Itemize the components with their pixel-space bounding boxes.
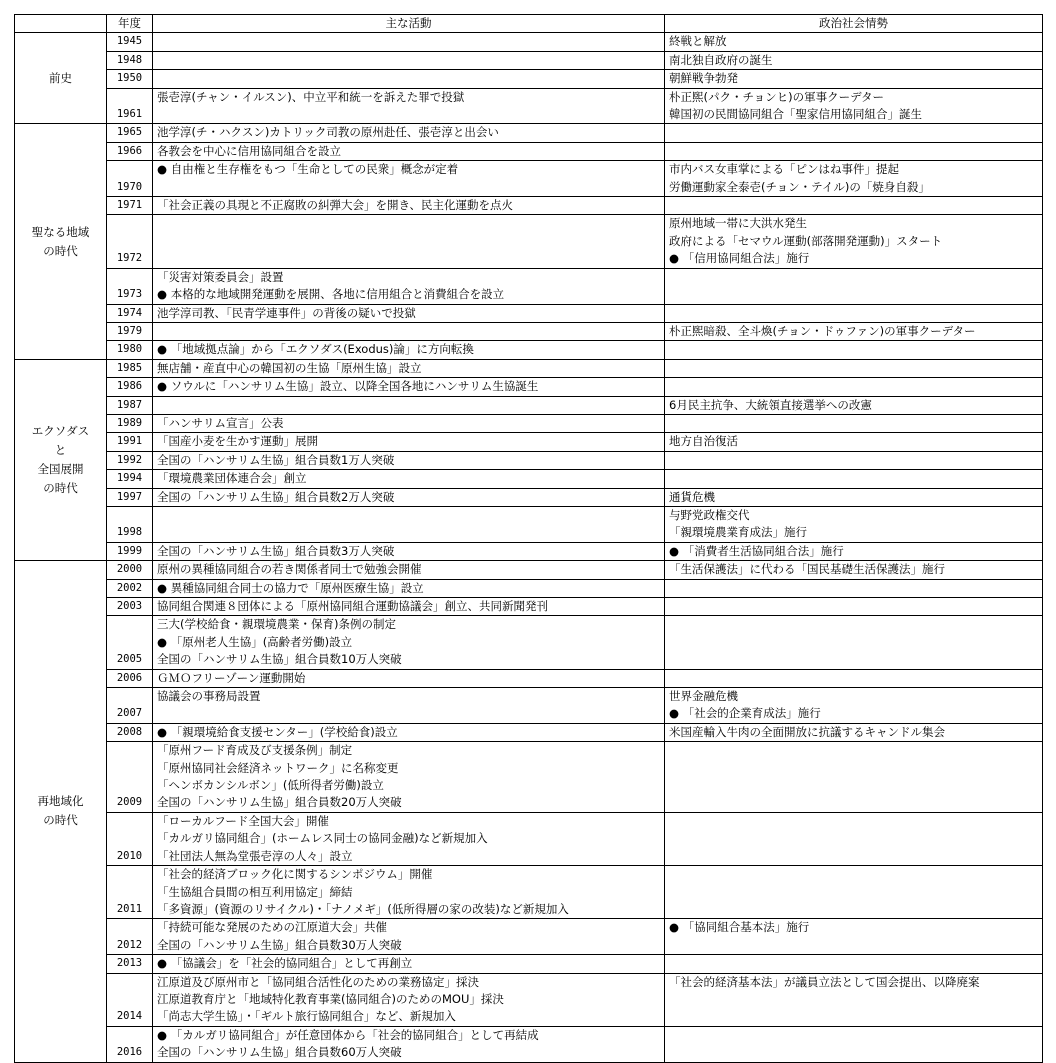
activity-cell <box>153 616 665 669</box>
activity-cell <box>153 341 665 359</box>
politics-cell <box>665 396 1043 414</box>
year-cell: 2003 <box>107 598 153 616</box>
activity-line: ● ソウルに「ハンサリム生協」設立、以降全国各地にハンサリム生協誕生 <box>157 379 539 394</box>
table-row <box>15 955 1043 973</box>
activity-cell <box>153 742 665 813</box>
activity-line: 「社会的経済ブロック化に関するシンポジウム」開催 <box>157 867 433 882</box>
politics-line: 政府による「セマウル運動(部落開発運動)」スタート <box>669 233 943 248</box>
era-label <box>15 561 107 1062</box>
year-cell: 1999 <box>107 542 153 560</box>
activity-line: ● 「原州老人生協」(高齢者労働)設立 <box>157 634 353 649</box>
activity-cell <box>153 723 665 741</box>
politics-line: 「社会的経済基本法」が議員立法として国会提出、以降廃案 <box>669 974 980 989</box>
politics-cell <box>665 973 1043 1026</box>
table-row <box>15 470 1043 488</box>
politics-line: 終戦と解放 <box>669 34 727 49</box>
politics-cell <box>665 616 1043 669</box>
table-row <box>15 396 1043 414</box>
politics-line: 6月民主抗争、大統領直接選挙への改憲 <box>669 397 872 412</box>
activity-cell <box>153 268 665 304</box>
activity-line: 「社会正義の具現と不正腐敗の糾弾大会」を開き、民主化運動を点火 <box>157 198 514 213</box>
politics-line: 「親環境農業育成法」施行 <box>669 525 807 540</box>
activity-line: 協議会の事務局設置 <box>157 689 261 704</box>
activity-cell <box>153 304 665 322</box>
table-row <box>15 322 1043 340</box>
year-cell: 2009 <box>107 742 153 813</box>
year-cell: 1985 <box>107 359 153 377</box>
activity-line: 全国の「ハンサリム生協」組合員数3万人突破 <box>157 543 395 558</box>
table-row <box>15 866 1043 919</box>
activity-cell <box>153 488 665 506</box>
activity-cell <box>153 919 665 955</box>
politics-cell <box>665 197 1043 215</box>
year-cell: 1961 <box>107 88 153 124</box>
activity-line: 「ハンサリム宣言」公表 <box>157 415 284 430</box>
activity-line: 江原道及び原州市と「協同組合活性化のための業務協定」採決 <box>157 974 479 989</box>
year-cell: 1979 <box>107 322 153 340</box>
activity-cell <box>153 51 665 69</box>
politics-cell <box>665 378 1043 396</box>
politics-cell <box>665 1026 1043 1062</box>
activity-cell <box>153 812 665 865</box>
table-row <box>15 359 1043 377</box>
politics-line: 朝鮮戦争勃発 <box>669 71 738 86</box>
politics-cell <box>665 723 1043 741</box>
activity-line: ● 異種協同組合同士の協力で「原州医療生協」設立 <box>157 580 424 595</box>
activity-line: ● 「地域拠点論」から「エクソダス(Exodus)論」に方向転換 <box>157 342 474 357</box>
activity-cell <box>153 215 665 268</box>
table-row <box>15 616 1043 669</box>
activity-line: 協同組合関連８団体による「原州協同組合運動協議会」創立、共同新聞発刊 <box>157 599 548 613</box>
activity-line: 「多資源」(資源のリサイクル)・「ナノメギ」(低所得層の家の改装)など新規加入 <box>157 901 569 916</box>
activity-cell <box>153 866 665 919</box>
activity-cell <box>153 955 665 973</box>
activity-line: ● 「親環境給食支援センター」(学校給食)設立 <box>157 724 398 739</box>
politics-cell <box>665 142 1043 160</box>
activity-cell <box>153 396 665 414</box>
politics-cell <box>665 598 1043 616</box>
politics-line: ● 「消費者生活協同組合法」施行 <box>669 543 844 558</box>
activity-line: 「カルガリ協同組合」(ホームレス同士の協同金融)など新規加入 <box>157 831 488 846</box>
activity-cell <box>153 88 665 124</box>
activity-line: ● 本格的な地域開発運動を展開、各地に信用組合と消費組合を設立 <box>157 287 505 302</box>
politics-line: 韓国初の民間協同組合「聖家信用協同組合」誕生 <box>669 107 922 122</box>
table-row <box>15 561 1043 579</box>
year-cell: 1945 <box>107 33 153 51</box>
politics-cell <box>665 414 1043 432</box>
activity-cell <box>153 142 665 160</box>
activity-cell <box>153 414 665 432</box>
activity-line: 各教会を中心に信用協同組合を設立 <box>157 143 341 158</box>
table-row <box>15 51 1043 69</box>
politics-cell <box>665 866 1043 919</box>
politics-cell <box>665 955 1043 973</box>
year-cell: 1998 <box>107 506 153 542</box>
era-label-line: 前史 <box>49 70 72 85</box>
year-cell: 1972 <box>107 215 153 268</box>
table-row <box>15 723 1043 741</box>
year-cell: 2013 <box>107 955 153 973</box>
activity-cell <box>153 433 665 451</box>
activity-line: 「原州協同社会経済ネットワーク」に名称変更 <box>157 760 399 775</box>
activity-cell <box>153 322 665 340</box>
politics-line: 南北独自政府の誕生 <box>669 52 773 67</box>
activity-cell <box>153 359 665 377</box>
activity-line: ● 「カルガリ協同組合」が任意団体から「社会的協同組合」として再結成 <box>157 1027 539 1042</box>
era-label <box>15 124 107 359</box>
activity-cell <box>153 579 665 597</box>
table-row <box>15 598 1043 616</box>
year-cell: 1974 <box>107 304 153 322</box>
year-cell: 1965 <box>107 124 153 142</box>
table-row <box>15 124 1043 142</box>
header-politics: 政治社会情勢 <box>665 15 1043 33</box>
year-cell: 1971 <box>107 197 153 215</box>
politics-line: ● 「信用協同組合法」施行 <box>669 251 810 266</box>
politics-cell <box>665 215 1043 268</box>
politics-line: 原州地域一帯に大洪水発生 <box>669 216 807 231</box>
activity-cell <box>153 561 665 579</box>
activity-line: 池学淳(チ・ハクスン)カトリック司教の原州赴任、張壱淳と出会い <box>157 125 499 140</box>
politics-cell <box>665 812 1043 865</box>
table-row <box>15 742 1043 813</box>
era-label-line: の時代 <box>43 480 78 495</box>
activity-line: 全国の「ハンサリム生協」組合員数10万人突破 <box>157 652 402 667</box>
activity-cell <box>153 70 665 88</box>
activity-line: ＧＭＯフリーゾーン運動開始 <box>157 670 306 685</box>
politics-cell <box>665 51 1043 69</box>
header-activities: 主な活動 <box>153 15 665 33</box>
table-row <box>15 688 1043 724</box>
era-label <box>15 33 107 124</box>
politics-cell <box>665 322 1043 340</box>
year-cell: 2007 <box>107 688 153 724</box>
year-cell: 1973 <box>107 268 153 304</box>
politics-cell <box>665 433 1043 451</box>
activity-line: 「ヘンボカンシルボン」(低所得者労働)設立 <box>157 778 384 793</box>
politics-line: 「生活保護法」に代わる「国民基礎生活保護法」施行 <box>669 562 945 577</box>
politics-cell <box>665 304 1043 322</box>
year-cell: 1987 <box>107 396 153 414</box>
year-cell: 2002 <box>107 579 153 597</box>
politics-cell <box>665 341 1043 359</box>
politics-line: 朴正煕暗殺、全斗煥(チョン・ドゥファン)の軍事クーデター <box>669 323 976 338</box>
politics-cell <box>665 919 1043 955</box>
year-cell: 1994 <box>107 470 153 488</box>
activity-cell <box>153 378 665 396</box>
politics-line: 朴正煕(パク・チョンヒ)の軍事クーデター <box>669 89 885 104</box>
politics-cell <box>665 124 1043 142</box>
politics-cell <box>665 161 1043 197</box>
activity-line: 江原道教育庁と「地域特化教育事業(協同組合)のためのMOU」採決 <box>157 991 504 1006</box>
activity-cell <box>153 451 665 469</box>
year-cell: 1986 <box>107 378 153 396</box>
activity-cell <box>153 197 665 215</box>
activity-line: ● 「協議会」を「社会的協同組合」として再創立 <box>157 956 413 971</box>
table-row <box>15 506 1043 542</box>
era-label-line: と <box>54 442 67 457</box>
year-cell: 2000 <box>107 561 153 579</box>
activity-line: 全国の「ハンサリム生協」組合員数1万人突破 <box>157 452 395 467</box>
era-label-line: の時代 <box>43 243 78 258</box>
politics-cell <box>665 742 1043 813</box>
table-row <box>15 70 1043 88</box>
year-cell: 1991 <box>107 433 153 451</box>
year-cell: 2006 <box>107 669 153 687</box>
activity-line: 「社団法人無為堂張壱淳の人々」設立 <box>157 848 353 863</box>
politics-cell <box>665 33 1043 51</box>
politics-line: 米国産輸入牛肉の全面開放に抗議するキャンドル集会 <box>669 724 945 739</box>
politics-cell <box>665 470 1043 488</box>
activity-line: 「ローカルフード全国大会」開催 <box>157 813 329 828</box>
era-label-line: 再地域化 <box>37 794 84 809</box>
activity-line: 原州の異種協同組合の若き関係者同士で勉強会開催 <box>157 562 422 577</box>
table-body <box>15 33 1043 1062</box>
politics-cell <box>665 688 1043 724</box>
table-row <box>15 1026 1043 1062</box>
table-row <box>15 812 1043 865</box>
activity-cell <box>153 973 665 1026</box>
year-cell: 1980 <box>107 341 153 359</box>
politics-cell <box>665 579 1043 597</box>
era-label-line: 全国展開 <box>37 461 84 476</box>
table-row <box>15 579 1043 597</box>
activity-line: 全国の「ハンサリム生協」組合員数30万人突破 <box>157 937 402 952</box>
activity-line: 全国の「ハンサリム生協」組合員数60万人突破 <box>157 1045 402 1060</box>
activity-line: 「環境農業団体連合会」創立 <box>157 471 307 486</box>
era-label-line: の時代 <box>43 813 78 828</box>
activity-cell <box>153 1026 665 1062</box>
table-row <box>15 669 1043 687</box>
politics-cell <box>665 506 1043 542</box>
activity-line: 全国の「ハンサリム生協」組合員数20万人突破 <box>157 795 402 810</box>
activity-line: 全国の「ハンサリム生協」組合員数2万人突破 <box>157 489 395 504</box>
year-cell: 2005 <box>107 616 153 669</box>
activity-line: 「尚志大学生協」・「ギルト旅行協同組合」など、新規加入 <box>157 1009 456 1024</box>
activity-line: 三大(学校給食・親環境農業・保育)条例の制定 <box>157 617 396 632</box>
politics-cell <box>665 88 1043 124</box>
era-label-line: エクソダス <box>31 423 90 438</box>
politics-line: 労働運動家全泰壱(チョン・テイル)の「焼身自殺」 <box>669 179 930 194</box>
activity-line: 「生協組合員間の相互利用協定」締結 <box>157 884 353 899</box>
table-row <box>15 542 1043 560</box>
activity-cell <box>153 542 665 560</box>
table-row <box>15 451 1043 469</box>
politics-line: ● 「社会的企業育成法」施行 <box>669 706 821 721</box>
year-cell: 2016 <box>107 1026 153 1062</box>
table-row <box>15 414 1043 432</box>
table-row <box>15 378 1043 396</box>
year-cell: 1997 <box>107 488 153 506</box>
table-row <box>15 161 1043 197</box>
era-label-line: 聖なる地域 <box>31 224 90 239</box>
year-cell: 2012 <box>107 919 153 955</box>
year-cell: 1989 <box>107 414 153 432</box>
table-row <box>15 341 1043 359</box>
year-cell: 1950 <box>107 70 153 88</box>
table-row <box>15 973 1043 1026</box>
activity-line: 張壱淳(チャン・イルスン)、中立平和統一を訴えた罪で投獄 <box>157 89 465 104</box>
year-cell: 1992 <box>107 451 153 469</box>
activity-cell <box>153 33 665 51</box>
activity-line: 無店舗・産直中心の韓国初の生協「原州生協」設立 <box>157 360 422 375</box>
politics-cell <box>665 669 1043 687</box>
politics-line: 与野党政権交代 <box>669 507 750 522</box>
year-cell: 2011 <box>107 866 153 919</box>
table-row <box>15 919 1043 955</box>
table-row <box>15 215 1043 268</box>
politics-line: 地方自治復活 <box>669 434 738 449</box>
year-cell: 1970 <box>107 161 153 197</box>
activity-line: 「原州フード育成及び支援条例」制定 <box>157 743 353 758</box>
politics-cell <box>665 359 1043 377</box>
year-cell: 2014 <box>107 973 153 1026</box>
activity-cell <box>153 598 665 616</box>
year-cell: 1948 <box>107 51 153 69</box>
year-cell: 2010 <box>107 812 153 865</box>
politics-cell <box>665 542 1043 560</box>
history-table <box>14 14 1043 1063</box>
table-row <box>15 304 1043 322</box>
politics-line: ● 「協同組合基本法」施行 <box>669 920 810 935</box>
table-row <box>15 488 1043 506</box>
activity-cell <box>153 124 665 142</box>
politics-cell <box>665 488 1043 506</box>
politics-cell <box>665 268 1043 304</box>
table-row <box>15 197 1043 215</box>
header-row <box>15 15 1043 33</box>
table-row <box>15 142 1043 160</box>
activity-line: 「国産小麦を生かす運動」展開 <box>157 434 318 449</box>
header-year: 年度 <box>107 15 153 33</box>
activity-cell <box>153 161 665 197</box>
table-row <box>15 33 1043 51</box>
table-row <box>15 433 1043 451</box>
politics-line: 通貨危機 <box>669 489 715 504</box>
activity-line: 「災害対策委員会」設置 <box>157 269 284 284</box>
table-row <box>15 268 1043 304</box>
politics-line: 市内バス女車掌による「ピンはね事件」提起 <box>669 162 899 177</box>
activity-cell <box>153 506 665 542</box>
activity-cell <box>153 688 665 724</box>
activity-cell <box>153 470 665 488</box>
politics-cell <box>665 70 1043 88</box>
politics-cell <box>665 451 1043 469</box>
activity-line: ● 自由権と生存権をもつ「生命としての民衆」概念が定着 <box>157 162 459 177</box>
era-label <box>15 359 107 560</box>
activity-line: 「持続可能な発展のための江原道大会」共催 <box>157 920 387 935</box>
year-cell: 1966 <box>107 142 153 160</box>
politics-line: 世界金融危機 <box>669 689 738 704</box>
table-row <box>15 88 1043 124</box>
politics-cell <box>665 561 1043 579</box>
activity-line: 池学淳司教、「民青学連事件」の背後の疑いで投獄 <box>157 305 416 320</box>
year-cell: 2008 <box>107 723 153 741</box>
activity-cell <box>153 669 665 687</box>
header-era <box>15 15 107 33</box>
